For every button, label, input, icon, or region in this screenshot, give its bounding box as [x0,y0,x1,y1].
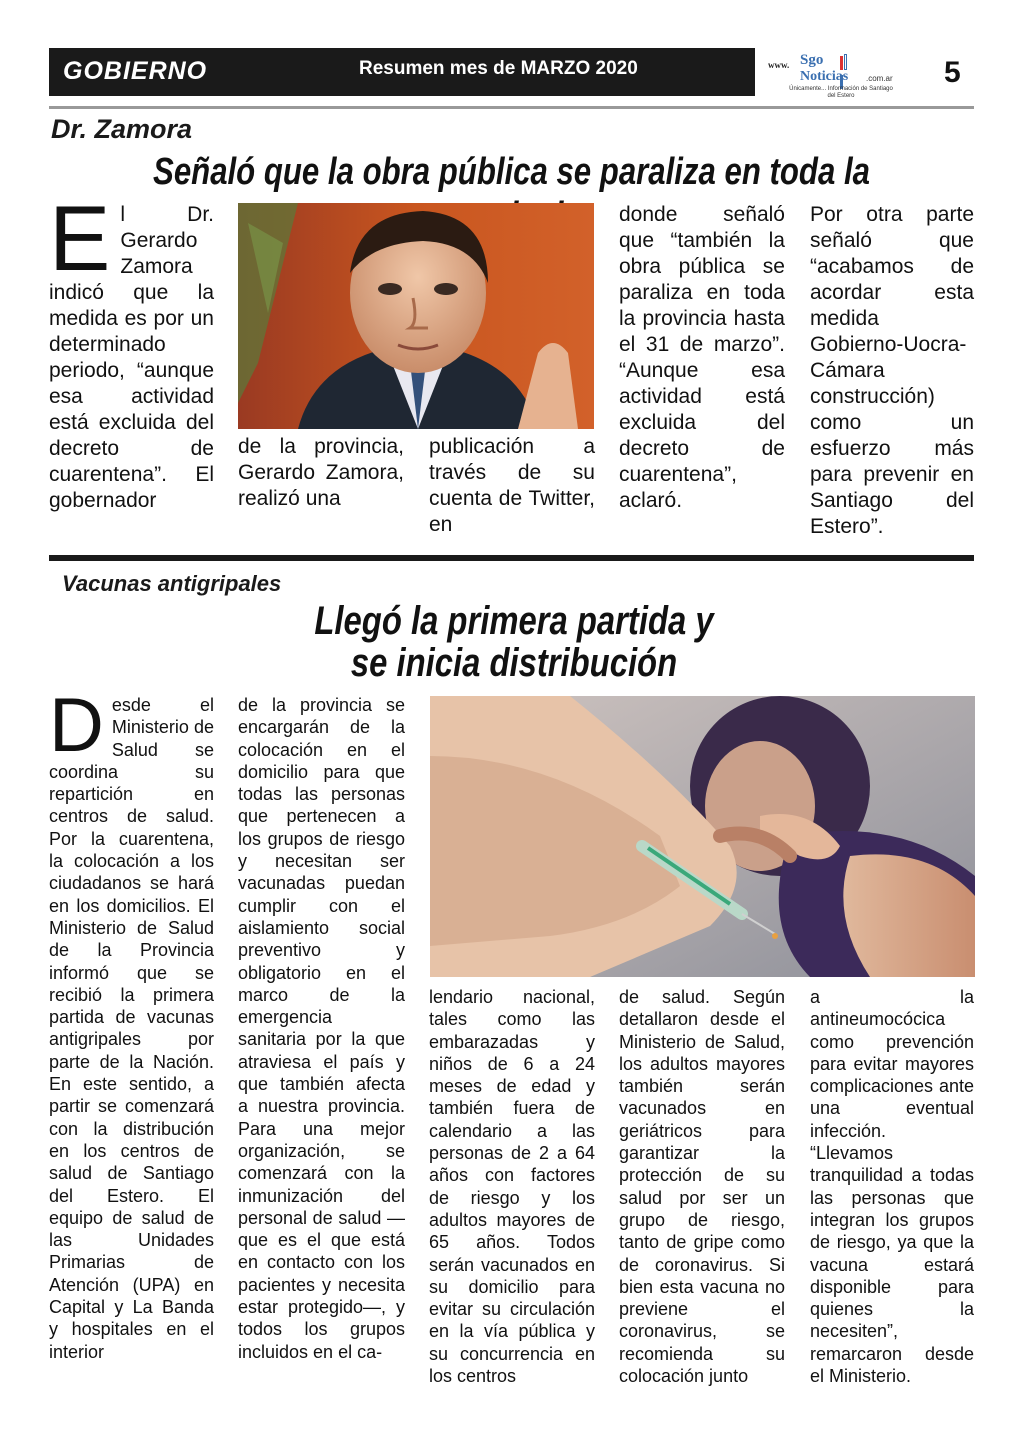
article1-col1-text: l Dr. Gerardo Zamora indicó que la medida es por un determinado periodo, “aunque esa actividad está excluida del decreto de cuarentena”. El gobernador [49,203,214,512]
logo-sgo: Sgo [800,52,824,68]
article1-column-5: Por otra parte señaló que “acabamos de acordar esta medida Gobierno-Uocra-Cámara construcción) como un esfuerzo más para prevenir en Santiago del Estero”. [810,203,974,538]
article2-dropcap: D [49,683,104,768]
logo-noticias: Noticias [800,69,849,84]
article1-column-1 [49,188,214,514]
vaccination-photo [430,696,975,977]
article1-column-4: donde señaló que “también la obra pública se paraliza en toda la provincia hasta el 31 de marzo”. “Aunque esa actividad está excluida del decreto de cuarentena”, aclaró. [619,203,785,512]
header-rule [49,106,974,109]
zamora-portrait-photo [238,203,594,429]
article1-dropcap: E [49,188,111,290]
logo-tagline: Únicamente... Información de Santiago del Estero [789,86,893,99]
article2-column-2: de la provincia se encargarán de la colocación en el domicilio para que todas las personas que pertenecen a los grupos de riesgo y necesitan ser vacunadas puedan cumplir con el aislamiento social preventivo y obligatorio en el marco de la emergencia sanitaria por la que atraviesa el país y que también afecta a nuestra provincia. Para una mejor organización, se comenzará con la inmunización del personal de salud —que es el que está en contacto con los pacientes y necesita estar protegido—, y todos los grupos incluidos en el ca- [238,695,405,1362]
article2-column-4: de salud. Según detallaron desde el Ministerio de Salud, los adultos mayores también serán vacunados en geriátricos para garantizar la protección de su salud por ser un grupo de riesgo, tanto de gripe como de coronavirus. Si bien esta vacuna no previene el coronavirus, se recomienda su colocación junto [619,987,785,1387]
issue-month: Resumen mes de MARZO 2020 [359,58,638,79]
logo-www: www. [768,60,790,70]
logo-bars-icon [840,54,848,68]
article2-column-5: a la antineumocócica como prevención para evitar mayores complicaciones ante una eventual infección. “Llevamos tranquilidad a todas las personas que integran los grupos de riesgo, ya que la vacuna estará disponible para quienes la necesiten”, remarcaron desde el Ministerio. [810,987,974,1387]
article1-headline: Señaló que la obra pública se paraliza en toda la [153,151,870,193]
logo-domain: .com.ar [866,74,893,83]
article2-headline-line2: se inicia distribución [350,641,678,685]
section-header-bar [49,48,755,96]
article1-column-3: publicación a través de su cuenta de Twitter, en [429,435,595,536]
page-number: 5 [944,56,961,89]
article2-kicker: Vacunas antigripales [62,571,282,596]
article2-headline-line1: Llegó la primera partida y [314,599,714,643]
article2-col1-text: esde el Ministerio de Salud se coordina su repartición en centros de salud. Por la cuarentena, la colocación a los ciudadanos se hará en los domicilios. El Ministerio de Salud de la Provincia informó que se recibió la primera partida de vacunas antigripales por parte de la Nación. En este sentido, a partir se comenzará con la distribución en los centros de salud de Santiago del Estero. El equipo de salud de las Unidades Primarias de Atención (UPA) en Capital y La Banda y hospitales en el interior [49,695,214,1362]
article2-headline [265,600,764,684]
article-divider [49,555,974,561]
article2-column-3: lendario nacional, tales como las embarazadas y niños de 6 a 24 meses de edad y también fuera de calendario a las personas de 2 a 64 años con factores de riesgo y los adultos mayores de 65 años. Todos serán vacunados en su domicilio para evitar su circulación en la vía pública y su concurrencia en los centros [429,987,595,1387]
article1-kicker: Dr. Zamora [51,114,193,144]
article1-column-2: de la provincia, Gerardo Zamora, realizó una [238,435,404,510]
section-label: GOBIERNO [63,57,208,85]
site-logo [768,52,908,99]
article2-column-1 [49,683,214,1363]
